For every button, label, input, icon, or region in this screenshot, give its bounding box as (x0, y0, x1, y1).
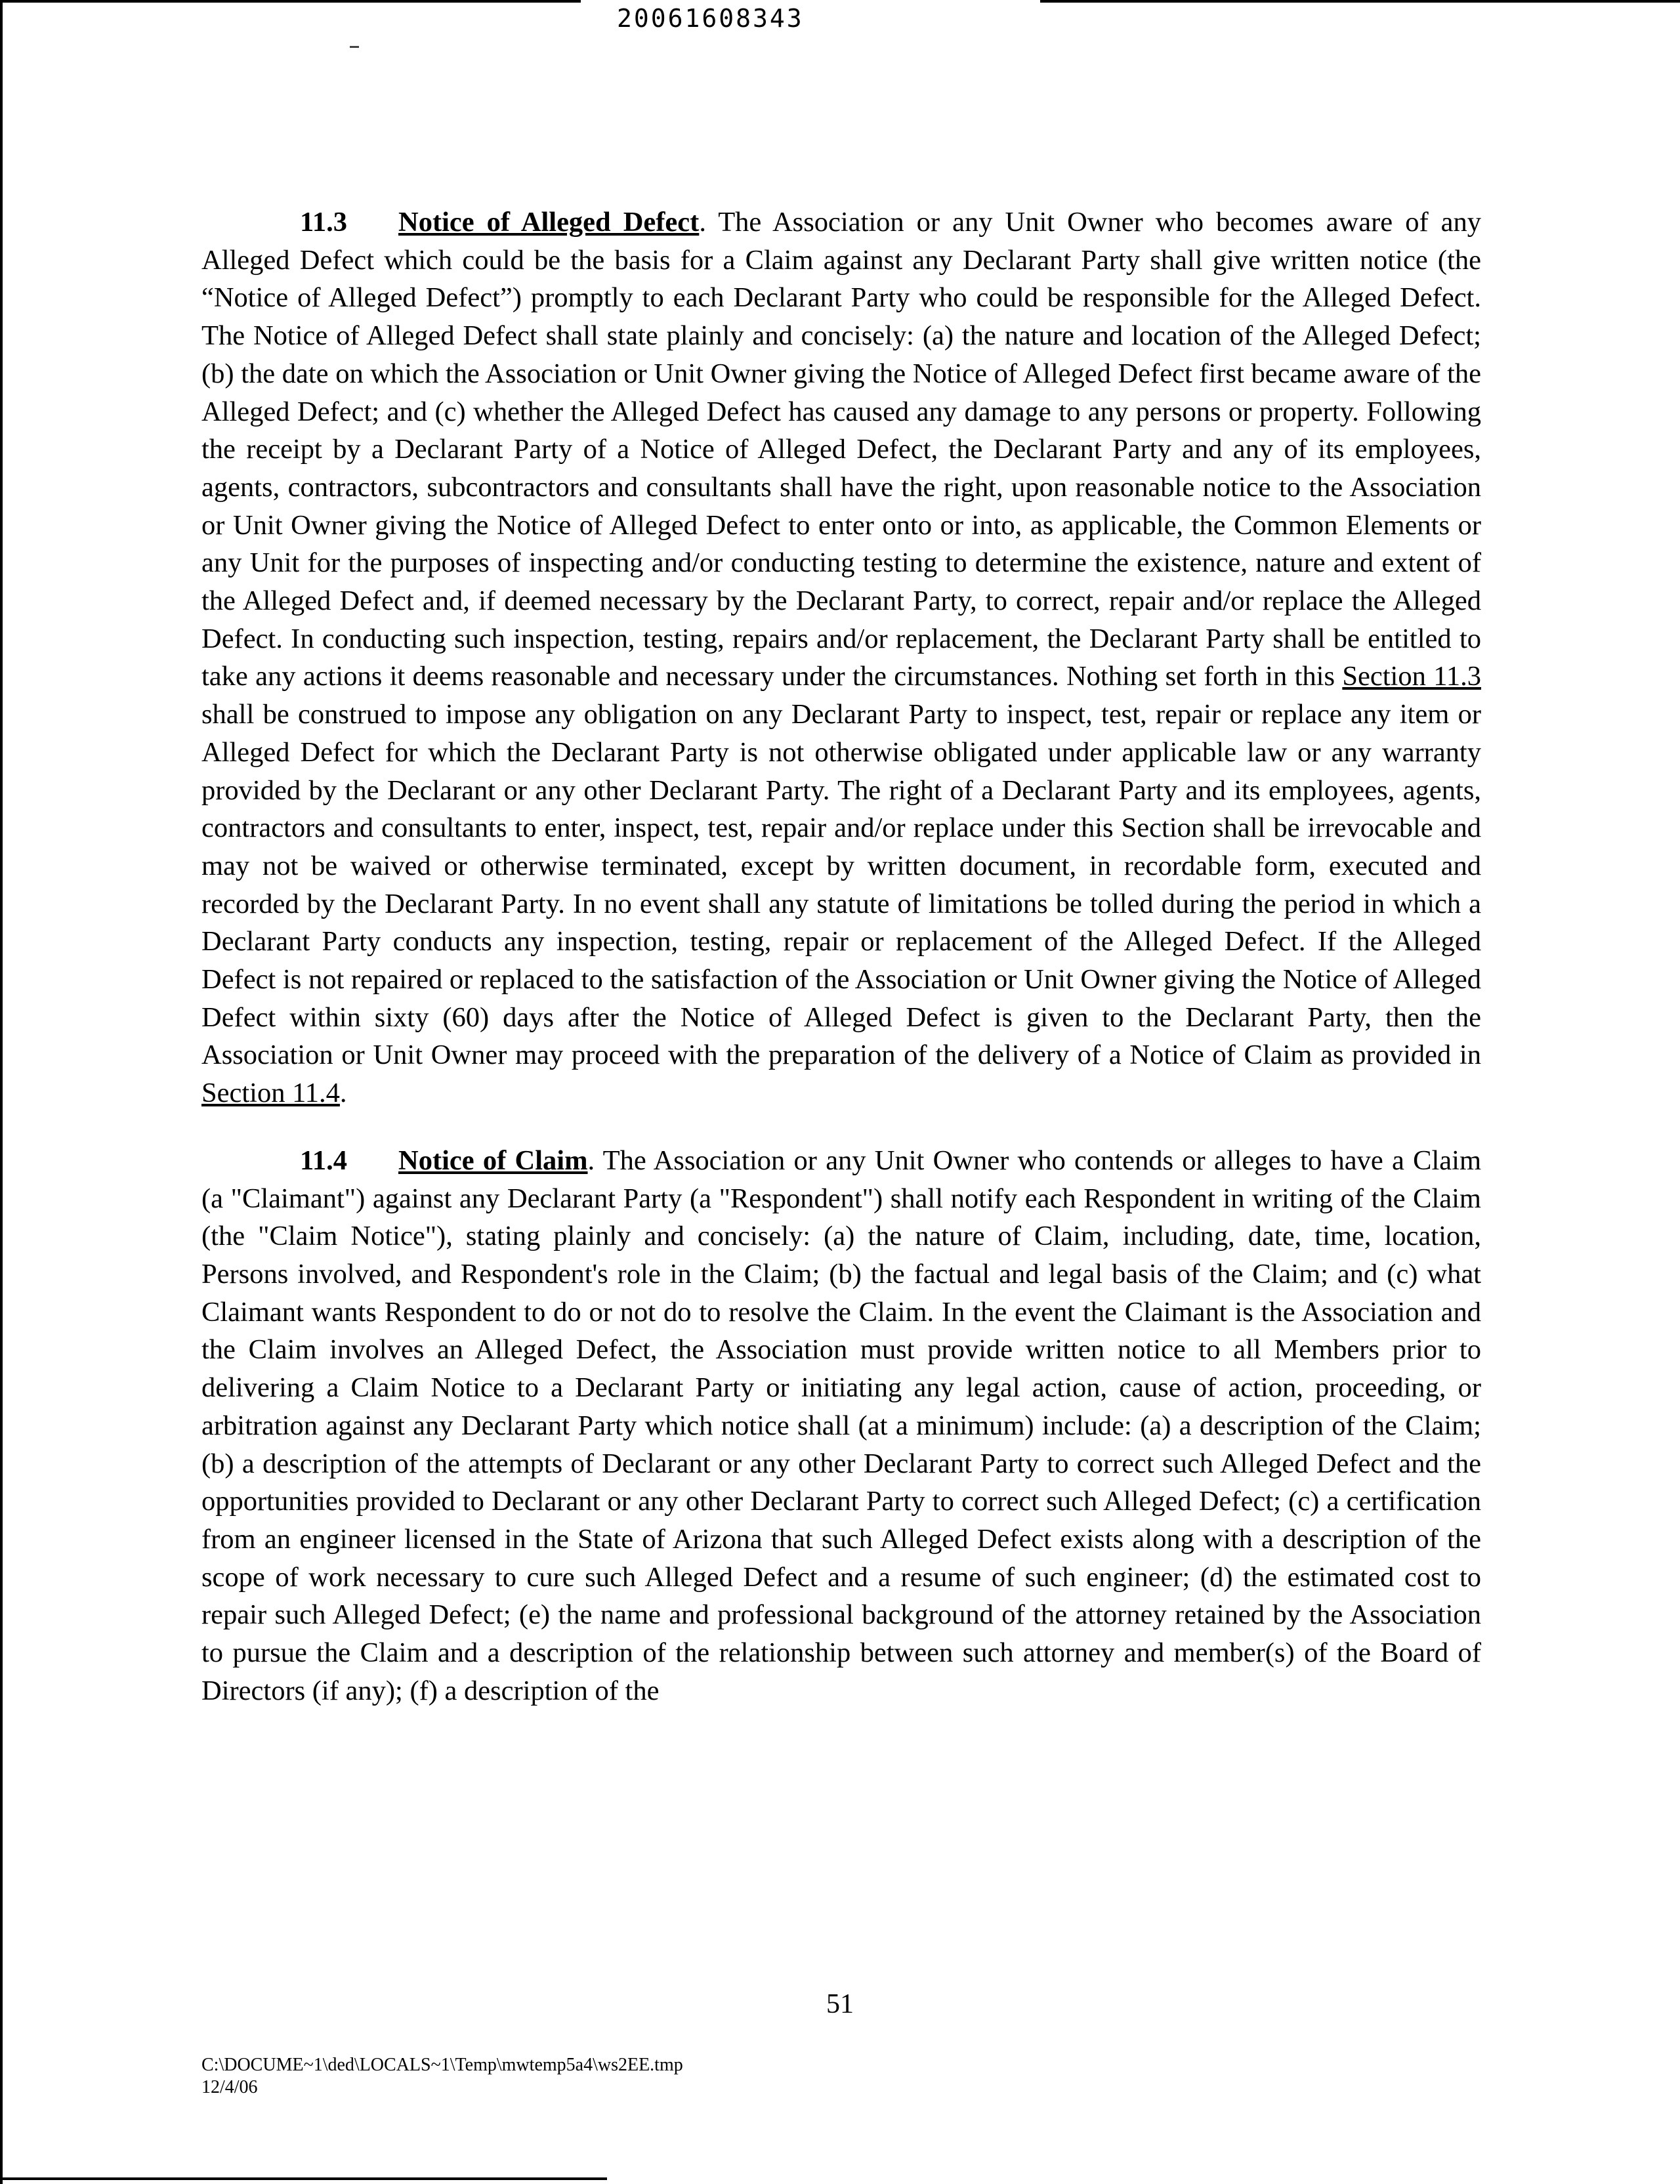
section-reference-link: Section 11.3 (1342, 661, 1481, 692)
section-11-3 (201, 203, 1481, 1112)
section-number: 11.3 (300, 207, 348, 238)
section-text: . (339, 1078, 347, 1109)
file-path-footer (201, 2054, 683, 2099)
section-heading: Notice of Claim (398, 1144, 588, 1176)
section-number: 11.4 (300, 1144, 348, 1176)
scan-border-left (0, 0, 3, 2184)
document-recording-number: 20061608343 (617, 4, 804, 33)
section-11-4 (201, 1142, 1481, 1710)
section-text: . The Association or any Unit Owner who becomes aware of any Alleged Defect which could be the basis for a Claim against any Declarant Party shall give written notice (the “Notice of Alleged Defect”) promptly to each Declarant Party who could be responsible for the Alleged Defect. The Notice of Alleged Defect shall state plainly and concisely: (a) the nature and location of the Alleged Defect; (b) the date on which the Association or Unit Owner giving the Notice of Alleged Defect first became aware of the Alleged Defect; and (c) whether the Alleged Defect has caused any damage to any persons or property. Following the receipt by a Declarant Party of a Notice of Alleged Defect, the Declarant Party and any of its employees, agents, contractors, subcontractors and consultants shall have the right, upon reasonable notice to the Association or Unit Owner giving the Notice of Alleged Defect to enter onto or into, as applicable, the Common Elements or any Unit for the purposes of inspecting and/or conducting testing to determine the existence, nature and extent of the Alleged Defect and, if deemed necessary by the Declarant Party, to correct, repair and/or replace the Alleged Defect. In conducting such inspection, testing, repairs and/or replacement, the Declarant Party shall be entitled to take any actions it deems reasonable and necessary under the circumstances. Nothing set forth in this (201, 207, 1481, 692)
scan-border-top-right (1040, 0, 1680, 3)
scan-mark (350, 46, 359, 48)
footer-file-path: C:\DOCUME~1\ded\LOCALS~1\Temp\mwtemp5a4\ws2EE.tmp (201, 2055, 683, 2075)
section-reference-link: Section 11.4 (201, 1078, 340, 1109)
document-body (201, 203, 1481, 1710)
section-heading: Notice of Alleged Defect (398, 207, 700, 238)
footer-date: 12/4/06 (201, 2077, 258, 2097)
section-text: . The Association or any Unit Owner who contends or alleges to have a Claim (a "Claimant") against any Declarant Party (a "Respondent") shall notify each Respondent in writing of the Claim (the "Claim Notice"), stating plainly and concisely: (a) the nature of Claim, including, date, time, location, Persons involved, and Respondent's role in the Claim; (b) the factual and legal basis of the Claim; and (c) what Claimant wants Respondent to do or not do to resolve the Claim. In the event the Claimant is the Association and the Claim involves an Alleged Defect, the Association must provide written notice to all Members prior to delivering a Claim Notice to a Declarant Party or initiating any legal action, cause of action, proceeding, or arbitration against any Declarant Party which notice shall (at a minimum) include: (a) a description of the Claim; (b) a description of the attempts of Declarant or any other Declarant Party to correct such Alleged Defect and the opportunities provided to Declarant or any other Declarant Party to correct such Alleged Defect; (c) a certification from an engineer licensed in the State of Arizona that such Alleged Defect exists along with a description of the scope of work necessary to cure such Alleged Defect and a resume of such engineer; (d) the estimated cost to repair such Alleged Defect; (e) the name and professional background of the attorney retained by the Association to pursue the Claim and a description of the relationship between such attorney and member(s) of the Board of Directors (if any); (f) a description of the (201, 1144, 1482, 1706)
scan-border-bottom (0, 2177, 607, 2180)
page-number: 51 (826, 1989, 854, 2019)
scan-border-top-left (0, 0, 581, 3)
section-text: shall be construed to impose any obligation on any Declarant Party to inspect, test, repair or replace any item or Alleged Defect for which the Declarant Party is not otherwise obligated under applicable law or any warranty provided by the Declarant or any other Declarant Party. The right of a Declarant Party and its employees, agents, contractors and consultants to enter, inspect, test, repair and/or replace under this Section shall be irrevocable and may not be waived or otherwise terminated, except by written document, in recordable form, executed and recorded by the Declarant Party. In no event shall any statute of limitations be tolled during the period in which a Declarant Party conducts any inspection, testing, repair or replacement of the Alleged Defect. If the Alleged Defect is not repaired or replaced to the satisfaction of the Association or Unit Owner giving the Notice of Alleged Defect within sixty (60) days after the Notice of Alleged Defect is given to the Declarant Party, then the Association or Unit Owner may proceed with the preparation of the delivery of a Notice of Claim as provided in (201, 699, 1481, 1071)
